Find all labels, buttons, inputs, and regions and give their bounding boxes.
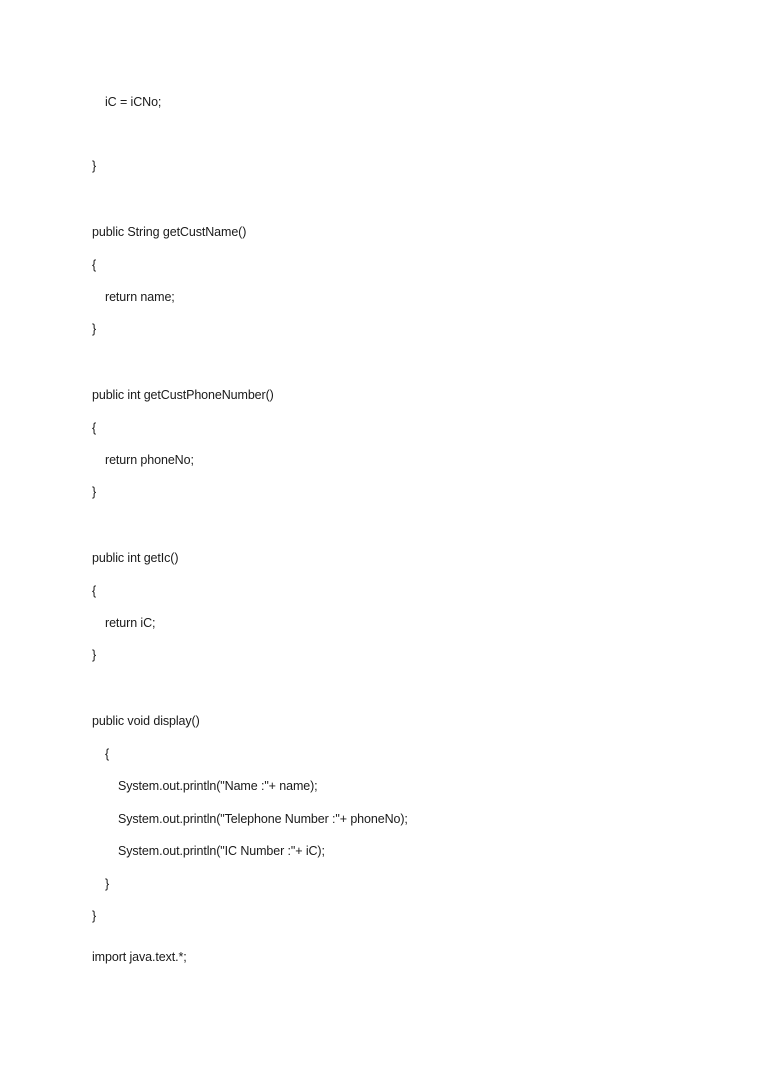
code-line-import: import java.text.*; (92, 950, 187, 964)
code-line-print-ic: System.out.println("IC Number :"+ iC); (118, 844, 325, 858)
code-line-open-brace: { (105, 747, 110, 761)
code-line-assign-ic: iC = iCNo; (105, 95, 162, 109)
code-line-method-getcustphonenumber: public int getCustPhoneNumber() (92, 388, 274, 402)
code-line-method-getcustname: public String getCustName() (92, 225, 247, 239)
code-line-open-brace: { (92, 421, 97, 435)
code-line-return-phoneno: return phoneNo; (105, 453, 194, 467)
code-line-close-brace: } (105, 877, 110, 891)
code-line-close-brace: } (92, 648, 97, 662)
code-line-print-name: System.out.println("Name :"+ name); (118, 779, 318, 793)
code-line-close-brace: } (92, 159, 97, 173)
code-line-open-brace: { (92, 584, 97, 598)
code-line-close-brace: } (92, 909, 97, 923)
code-line-return-name: return name; (105, 290, 175, 304)
code-line-print-phone: System.out.println("Telephone Number :"+ phoneNo); (118, 812, 408, 826)
code-line-return-ic: return iC; (105, 616, 156, 630)
code-line-open-brace: { (92, 258, 97, 272)
code-line-close-brace: } (92, 322, 97, 336)
code-line-close-brace: } (92, 485, 97, 499)
code-line-method-display: public void display() (92, 714, 200, 728)
code-line-method-getic: public int getIc() (92, 551, 179, 565)
